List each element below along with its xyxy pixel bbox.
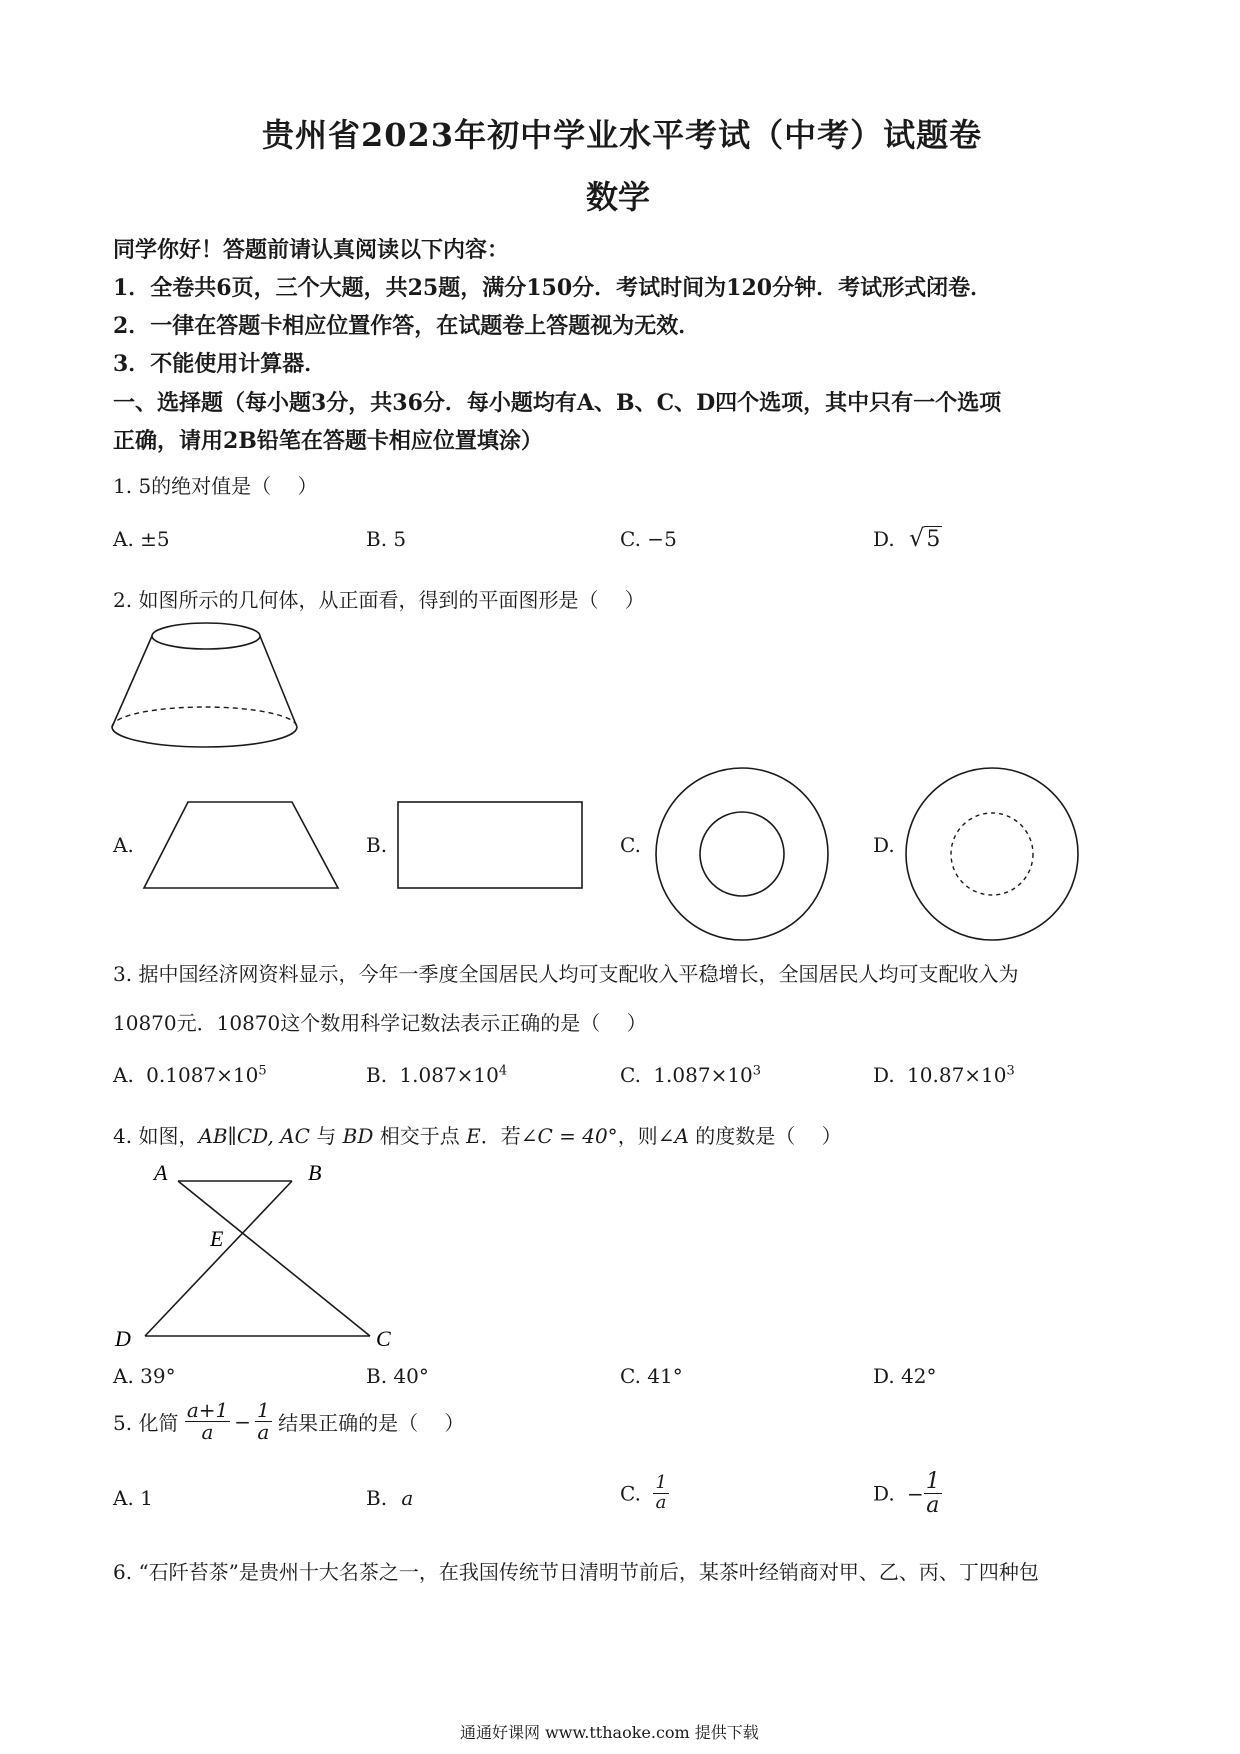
q4-option-b: B. 40°	[366, 1364, 429, 1388]
q4-stem-math-4: ∠C = 40°	[520, 1124, 618, 1148]
q1-option-a: A. ±5	[113, 527, 170, 551]
section1-heading-line2: 正确，请用2B铅笔在答题卡相应位置填涂）	[113, 428, 543, 454]
q4-stem-math-3: E	[466, 1124, 481, 1148]
q4-stem	[113, 1120, 842, 1149]
q3-option-c	[620, 1063, 761, 1087]
q4-stem-pre: 4. 如图，	[113, 1124, 199, 1148]
point-label-d: D	[115, 1326, 131, 1351]
q2-option-d-circles	[902, 764, 1082, 944]
q3-option-c-exp: 3	[752, 1063, 762, 1079]
q6-stem: 6. “石阡苔茶”是贵州十大名茶之一，在我国传统节日清明节前后，某茶叶经销商对甲、乙、丙、丁四种包	[113, 1560, 1039, 1584]
q2-option-b-rectangle	[396, 800, 586, 890]
frustum-left-edge	[112, 636, 152, 727]
q5-minus-sign: −	[234, 1409, 251, 1434]
q1-option-d-prefix: D.	[873, 527, 895, 551]
q5-option-b-value: a	[401, 1486, 414, 1510]
q3-stem-line2: 10870元．10870这个数用科学记数法表示正确的是（ ）	[113, 1011, 647, 1035]
q3-option-a-base: 0.1087×10	[146, 1063, 259, 1087]
q2-option-a-trapezoid	[142, 800, 342, 890]
q4-stem-math-5: ∠A	[657, 1124, 689, 1148]
q4-stem-mid-4: ，则	[617, 1124, 658, 1148]
q2-option-c-circles	[652, 764, 832, 944]
q4-option-a: A. 39°	[113, 1364, 176, 1388]
q3-option-c-prefix: C.	[620, 1063, 641, 1087]
q4-geometry-figure	[110, 1160, 400, 1350]
q4-stem-mid-2: 相交于点	[373, 1124, 467, 1148]
q5-fraction-2-denominator: a	[257, 1420, 270, 1444]
q5-option-c	[620, 1474, 669, 1513]
point-label-e: E	[210, 1226, 224, 1251]
q1-option-d	[873, 524, 942, 552]
q5-option-d-prefix: D.	[873, 1481, 895, 1506]
q3-option-b	[366, 1063, 507, 1087]
q5-option-d-fraction	[924, 1470, 942, 1517]
q3-option-d-base: 10.87×10	[907, 1063, 1007, 1087]
q5-stem-post: 结果正确的是（ ）	[278, 1411, 465, 1435]
q2-frustum-figure	[110, 620, 310, 770]
q5-option-c-fraction	[653, 1474, 668, 1513]
q3-option-b-prefix: B.	[366, 1063, 388, 1087]
q5-option-d-sign: −	[907, 1481, 924, 1506]
notice-item-3: 3．不能使用计算器．	[113, 351, 327, 377]
q2-option-c-label: C.	[620, 833, 641, 857]
q4-stem-math-1: AB∥CD, AC	[198, 1124, 310, 1148]
q5-fraction-2	[255, 1400, 272, 1443]
point-label-b: B	[308, 1160, 322, 1185]
q5-fraction-1-denominator: a	[201, 1420, 214, 1444]
exam-title: 贵州省2023年初中学业水平考试（中考）试题卷	[262, 116, 983, 154]
point-label-a: A	[154, 1160, 168, 1185]
q5-option-c-prefix: C.	[620, 1481, 641, 1506]
notice-item-2: 2．一律在答题卡相应位置作答，在试题卷上答题视为无效．	[113, 313, 701, 339]
q5-fraction-1-numerator: a+1	[186, 1398, 229, 1422]
frustum-bottom-front	[112, 727, 297, 747]
q5-option-b	[366, 1486, 413, 1510]
q5-stem	[113, 1400, 464, 1443]
q5-option-c-numerator: 1	[655, 1472, 667, 1493]
q3-stem-line1: 3. 据中国经济网资料显示，今年一季度全国居民人均可支配收入平稳增长，全国居民人均可支配收入为	[113, 962, 1019, 986]
q1-stem: 1. 5的绝对值是（ ）	[113, 474, 318, 498]
q2-stem: 2. 如图所示的几何体，从正面看，得到的平面图形是（ ）	[113, 588, 645, 612]
frustum-bottom-back	[112, 707, 297, 727]
q4-option-d: D. 42°	[873, 1364, 937, 1388]
q5-option-d	[873, 1470, 942, 1517]
q1-option-c: C. −5	[620, 527, 677, 551]
q1-option-d-radicand: 5	[926, 527, 941, 552]
q4-stem-mid-3: ．若	[480, 1124, 521, 1148]
q3-option-c-base: 1.087×10	[653, 1063, 753, 1087]
page-footer: 通通好课网 www.tthaoke.com 提供下载	[460, 1723, 759, 1742]
q3-option-d	[873, 1063, 1015, 1087]
q2-option-d-label: D.	[873, 833, 895, 857]
q5-option-d-numerator: 1	[925, 1469, 940, 1494]
sqrt-symbol: √	[909, 524, 925, 552]
q3-option-a-prefix: A.	[113, 1063, 134, 1087]
q2-option-b-label: B.	[366, 833, 388, 857]
q5-option-d-denominator: a	[926, 1493, 940, 1519]
q3-option-a-exp: 5	[258, 1063, 267, 1079]
q2-option-a-label: A.	[113, 833, 134, 857]
q5-stem-pre: 5. 化简	[113, 1411, 179, 1435]
q3-option-b-exp: 4	[498, 1063, 508, 1079]
q5-option-b-prefix: B.	[366, 1486, 388, 1510]
notice-item-1: 1．全卷共6页，三个大题，共25题，满分150分．考试时间为120分钟．考试形式闭卷．	[113, 275, 993, 301]
frustum-top-ellipse	[152, 623, 260, 649]
point-label-c: C	[376, 1326, 391, 1351]
q3-option-b-base: 1.087×10	[399, 1063, 499, 1087]
segment-ac	[178, 1181, 370, 1336]
q4-stem-math-2: BD	[342, 1124, 374, 1148]
q4-option-c: C. 41°	[620, 1364, 683, 1388]
q5-fraction-1	[185, 1400, 230, 1443]
q4-stem-post: 的度数是（ ）	[688, 1124, 842, 1148]
segment-bd	[145, 1181, 292, 1336]
q3-option-d-prefix: D.	[873, 1063, 895, 1087]
notice-greeting: 同学你好！答题前请认真阅读以下内容：	[113, 237, 510, 263]
subject-title: 数学	[586, 178, 651, 216]
frustum-right-edge	[260, 636, 297, 727]
q3-option-a	[113, 1063, 267, 1087]
q5-fraction-2-numerator: 1	[256, 1398, 270, 1422]
q1-option-b: B. 5	[366, 527, 407, 551]
q4-stem-mid-1: 与	[309, 1124, 343, 1148]
section1-heading-line1: 一、选择题（每小题3分，共36分．每小题均有A、B、C、D四个选项，其中只有一个选项	[113, 390, 1002, 416]
q5-option-c-denominator: a	[655, 1491, 667, 1513]
q5-option-a: A. 1	[113, 1486, 153, 1510]
q3-option-d-exp: 3	[1006, 1063, 1015, 1079]
